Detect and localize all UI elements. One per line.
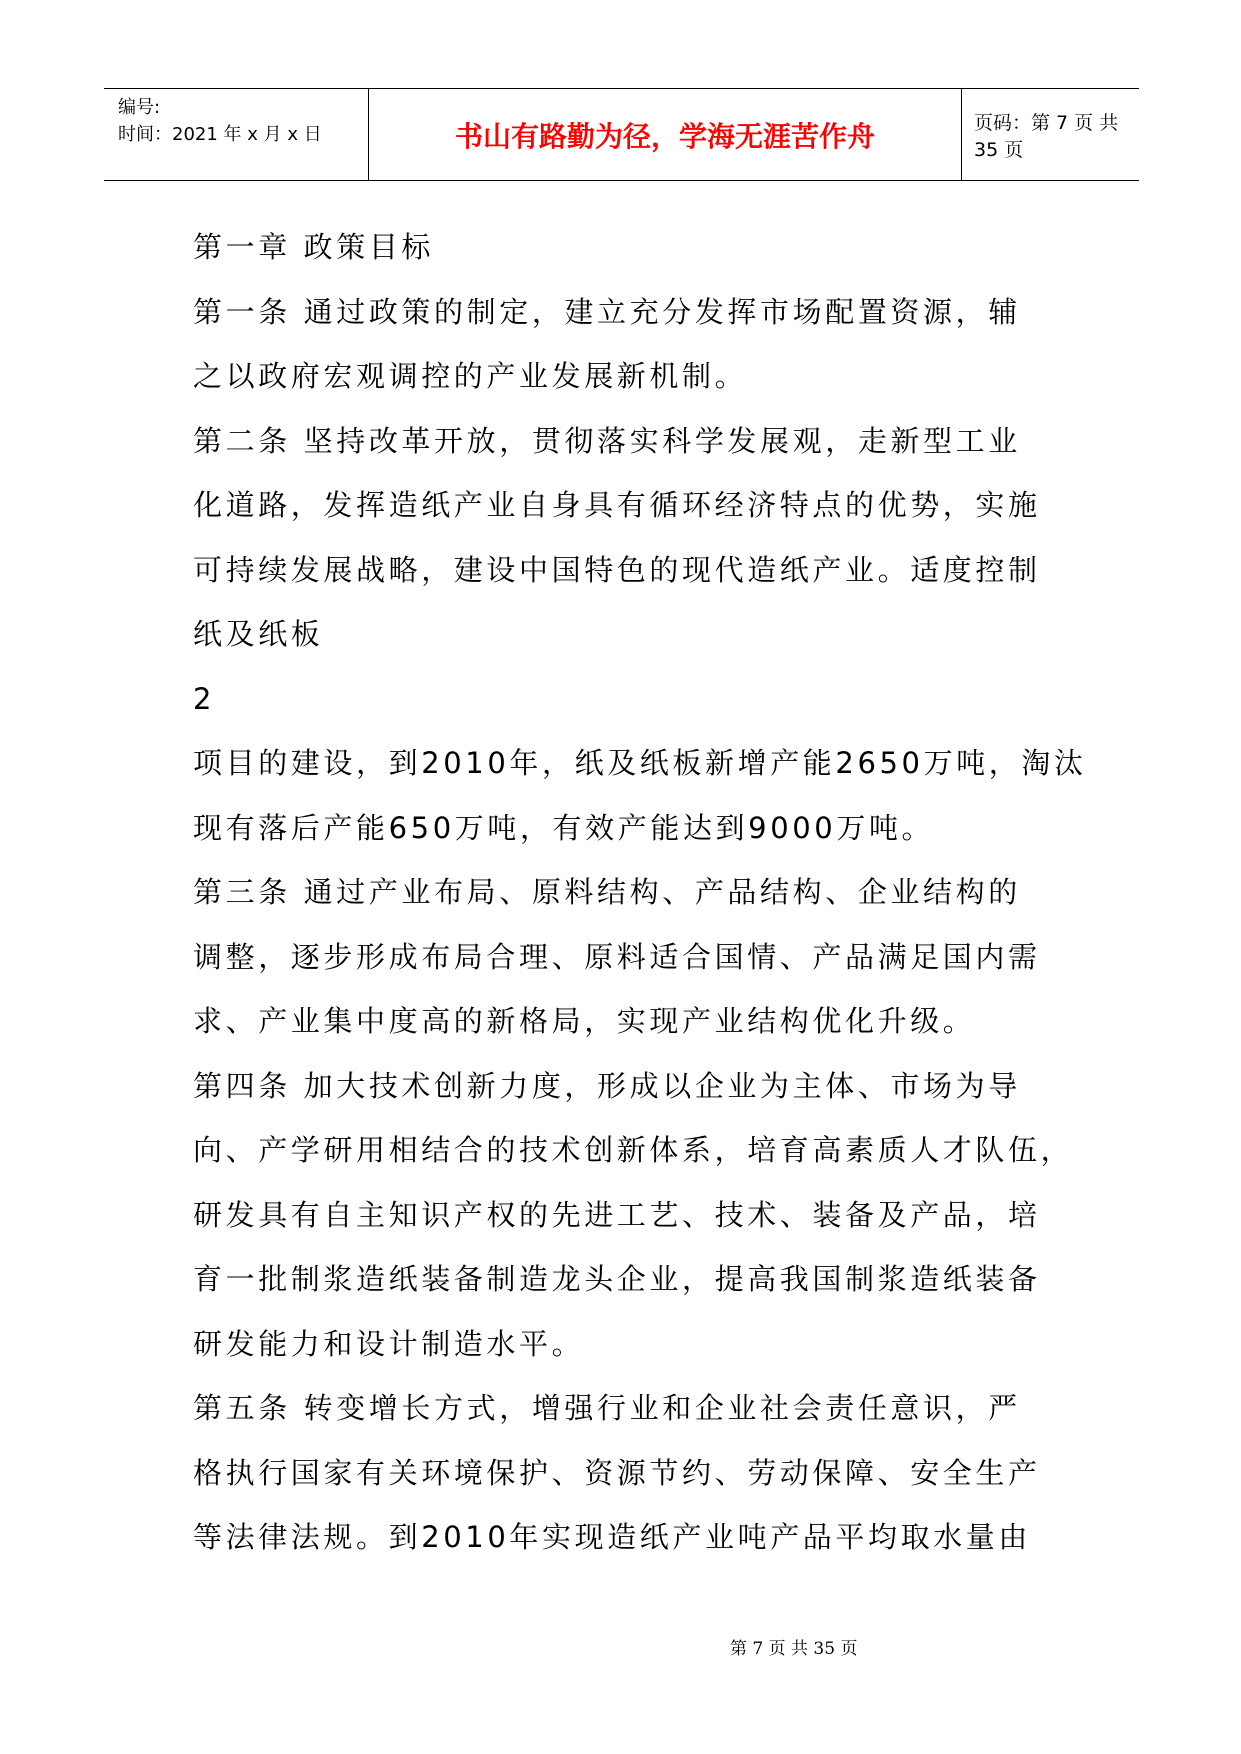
body-line: 第四条 加大技术创新力度，形成以企业为主体、市场为导 <box>193 1068 1021 1103</box>
body-line: 向、产学研用相结合的技术创新体系，培育高素质人才队伍， <box>193 1133 1074 1167</box>
header-page-info: 页码：第 7 页 共 35 页 <box>974 111 1119 161</box>
body-line: 纸及纸板 <box>193 617 324 651</box>
body-line: 第三条 通过产业布局、原料结构、产品结构、企业结构的 <box>193 875 1021 909</box>
body-line: 2 <box>193 681 216 716</box>
body-line: 之以政府宏观调控的产业发展新机制。 <box>193 359 748 393</box>
body-line: 调整，逐步形成布局合理、原料适合国情、产品满足国内需 <box>193 939 1041 974</box>
body-line: 现有落后产能650万吨，有效产能达到9000万吨。 <box>193 810 935 845</box>
body-line: 第五条 转变增长方式，增强行业和企业社会责任意识，严 <box>193 1391 1021 1425</box>
body-line: 可持续发展战略，建设中国特色的现代造纸产业。适度控制 <box>193 552 1041 587</box>
body-line: 等法律法规。到2010年实现造纸产业吨产品平均取水量由 <box>193 1520 1032 1554</box>
header-meta <box>104 89 369 180</box>
body-line: 研发具有自主知识产权的先进工艺、技术、装备及产品，培 <box>193 1197 1041 1232</box>
document-body <box>193 215 1087 1570</box>
body-line: 第二条 坚持改革开放，贯彻落实科学发展观，走新型工业 <box>193 423 1021 458</box>
body-line: 化道路，发挥造纸产业自身具有循环经济特点的优势，实施 <box>193 488 1041 522</box>
page-footer: 第 7 页 共 35 页 <box>730 1639 858 1659</box>
body-line: 格执行国家有关环境保护、资源节约、劳动保障、安全生产 <box>193 1455 1041 1490</box>
header-motto: 书山有路勤为径，学海无涯苦作舟 <box>369 89 962 180</box>
body-line: 求、产业集中度高的新格局，实现产业结构优化升级。 <box>193 1004 976 1038</box>
body-line: 育一批制浆造纸装备制造龙头企业，提高我国制浆造纸装备 <box>193 1262 1041 1296</box>
document-number-label: 编号: <box>118 97 161 118</box>
chapter-title: 第一章 政策目标 <box>193 230 435 264</box>
document-date: 时间：2021 年 x 月 x 日 <box>118 124 322 145</box>
body-line: 项目的建设，到2010年，纸及纸板新增产能2650万吨，淘汰 <box>193 746 1087 780</box>
page-header <box>104 88 1139 181</box>
body-line: 研发能力和设计制造水平。 <box>193 1326 585 1361</box>
body-line: 第一条 通过政策的制定，建立充分发挥市场配置资源，辅 <box>193 294 1021 329</box>
